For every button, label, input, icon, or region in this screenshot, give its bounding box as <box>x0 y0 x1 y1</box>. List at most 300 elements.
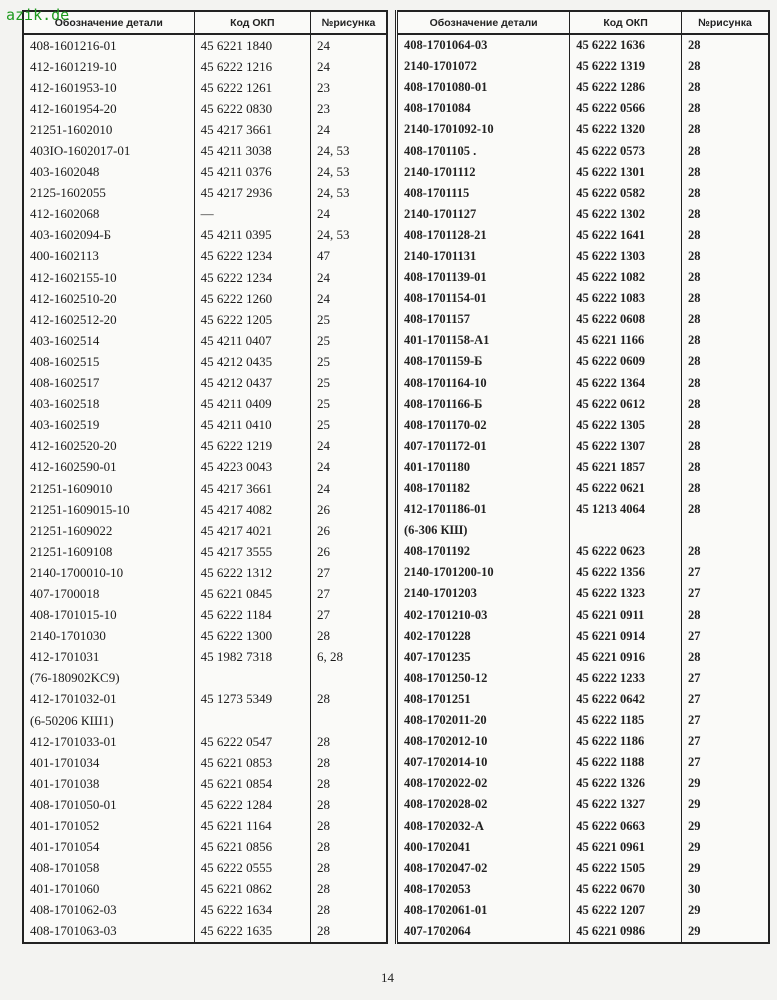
okp-code-cell: 45 6222 0609 <box>570 351 682 372</box>
table-row <box>23 288 387 309</box>
okp-code-cell: 45 6221 0914 <box>570 626 682 647</box>
parts-table-left <box>22 10 388 944</box>
table-row <box>23 56 387 77</box>
figure-number-cell: 28 <box>681 373 769 394</box>
figure-number-cell: 26 <box>311 541 387 562</box>
part-designation-cell: 408-1701128-21 <box>397 225 570 246</box>
figure-number-cell: 28 <box>681 288 769 309</box>
watermark: azik.de <box>6 6 70 24</box>
parts-table-left-body <box>23 34 387 943</box>
figure-number-cell: 28 <box>681 140 769 161</box>
part-designation-cell: 2140-1701200-10 <box>397 562 570 583</box>
table-row <box>397 815 770 836</box>
okp-code-cell: 45 6222 0621 <box>570 478 682 499</box>
okp-code-cell: 45 6221 1840 <box>194 34 310 56</box>
part-designation-cell: 412-1601953-10 <box>23 77 194 98</box>
table-row <box>23 246 387 267</box>
part-designation-cell: 408-1701159-Б <box>397 351 570 372</box>
table-row <box>23 752 387 773</box>
okp-code-cell: 45 6222 0670 <box>570 879 682 900</box>
okp-code-cell: 45 6221 0856 <box>194 837 310 858</box>
table-row <box>397 499 770 520</box>
figure-number-cell: 28 <box>681 309 769 330</box>
header-okp-code: Код ОКП <box>570 11 682 34</box>
part-designation-cell: 408-1701157 <box>397 309 570 330</box>
table-row <box>23 330 387 351</box>
table-row <box>23 457 387 478</box>
figure-number-cell: 28 <box>681 541 769 562</box>
figure-number-cell: 27 <box>681 668 769 689</box>
table-row <box>397 794 770 815</box>
okp-code-cell: 45 6222 1261 <box>194 77 310 98</box>
table-header-row <box>23 11 387 34</box>
okp-code-cell: 45 6222 1207 <box>570 900 682 921</box>
okp-code-cell: 45 6222 1356 <box>570 562 682 583</box>
part-designation-cell: 408-1701058 <box>23 858 194 879</box>
table-row <box>397 668 770 689</box>
part-designation-cell: 402-1701228 <box>397 626 570 647</box>
figure-number-cell: 28 <box>311 689 387 710</box>
okp-code-cell: 45 6222 1083 <box>570 288 682 309</box>
figure-number-cell: 28 <box>311 858 387 879</box>
table-row <box>23 626 387 647</box>
table-row <box>397 351 770 372</box>
table-row <box>23 794 387 815</box>
part-designation-cell: 408-1701015-10 <box>23 605 194 626</box>
part-designation-cell: 408-1701139-01 <box>397 267 570 288</box>
figure-number-cell: 27 <box>311 583 387 604</box>
part-designation-cell: 408-1701080-01 <box>397 77 570 98</box>
figure-number-cell: 28 <box>681 183 769 204</box>
figure-number-cell: 28 <box>311 773 387 794</box>
table-row <box>23 415 387 436</box>
table-row <box>397 183 770 204</box>
okp-code-cell: 45 4211 0395 <box>194 225 310 246</box>
part-designation-cell: 408-1702053 <box>397 879 570 900</box>
okp-code-cell: 45 6221 0862 <box>194 879 310 900</box>
table-row <box>23 541 387 562</box>
figure-number-cell: 28 <box>681 267 769 288</box>
figure-number-cell: 24 <box>311 288 387 309</box>
okp-code-cell: 45 4217 3661 <box>194 119 310 140</box>
parts-table-right-body <box>397 34 770 943</box>
figure-number-cell: 24, 53 <box>311 183 387 204</box>
okp-code-cell: 45 6222 1307 <box>570 436 682 457</box>
figure-number-cell: 28 <box>681 647 769 668</box>
table-row <box>397 710 770 731</box>
figure-number-cell: 28 <box>681 394 769 415</box>
part-designation-cell: 2140-1701072 <box>397 56 570 77</box>
figure-number-cell: 28 <box>681 56 769 77</box>
figure-number-cell: 30 <box>681 879 769 900</box>
figure-number-cell: 28 <box>311 921 387 943</box>
figure-number-cell: 25 <box>311 309 387 330</box>
table-row <box>397 858 770 879</box>
okp-code-cell <box>194 710 310 731</box>
part-designation-cell: 401-1701180 <box>397 457 570 478</box>
figure-number-cell: 28 <box>681 162 769 183</box>
part-designation-cell: 401-1701060 <box>23 879 194 900</box>
part-designation-cell: 402-1701210-03 <box>397 605 570 626</box>
okp-code-cell: 45 6222 1082 <box>570 267 682 288</box>
table-row <box>23 520 387 541</box>
okp-code-cell: 45 6222 1323 <box>570 583 682 604</box>
part-designation-cell: 21251-1609108 <box>23 541 194 562</box>
okp-code-cell: 45 6222 1219 <box>194 436 310 457</box>
figure-number-cell: 24 <box>311 457 387 478</box>
part-designation-cell: 407-1701235 <box>397 647 570 668</box>
header-part-designation: Обозначение детали <box>23 11 194 34</box>
figure-number-cell: 29 <box>681 773 769 794</box>
part-designation-cell: 400-1702041 <box>397 837 570 858</box>
part-designation-cell: (6-50206 КШ1) <box>23 710 194 731</box>
okp-code-cell: 45 4211 0409 <box>194 394 310 415</box>
okp-code-cell: 45 6222 1320 <box>570 119 682 140</box>
part-designation-cell: 401-1701054 <box>23 837 194 858</box>
table-row <box>397 520 770 541</box>
part-designation-cell: 21251-1602010 <box>23 119 194 140</box>
okp-code-cell: 45 6221 1857 <box>570 457 682 478</box>
part-designation-cell: 412-1602590-01 <box>23 457 194 478</box>
table-row <box>397 478 770 499</box>
table-row <box>397 689 770 710</box>
table-row <box>397 56 770 77</box>
figure-number-cell: 47 <box>311 246 387 267</box>
figure-number-cell: 27 <box>681 626 769 647</box>
part-designation-cell: 403-1602094-Б <box>23 225 194 246</box>
table-row <box>23 436 387 457</box>
part-designation-cell: 2140-1700010-10 <box>23 562 194 583</box>
table-row <box>23 858 387 879</box>
okp-code-cell: 45 6222 0623 <box>570 541 682 562</box>
table-row <box>397 752 770 773</box>
table-row <box>397 900 770 921</box>
part-designation-cell: 412-1701186-01 <box>397 499 570 520</box>
okp-code-cell: 45 6222 1305 <box>570 415 682 436</box>
header-part-designation: Обозначение детали <box>397 11 570 34</box>
okp-code-cell: 45 4211 0376 <box>194 162 310 183</box>
part-designation-cell: 408-1702047-02 <box>397 858 570 879</box>
table-row <box>23 921 387 943</box>
okp-code-cell: 45 6221 0961 <box>570 837 682 858</box>
part-designation-cell: 407-1701172-01 <box>397 436 570 457</box>
figure-number-cell: 28 <box>681 351 769 372</box>
figure-number-cell: 23 <box>311 98 387 119</box>
okp-code-cell: 45 6222 0642 <box>570 689 682 710</box>
okp-code-cell: 45 4211 0410 <box>194 415 310 436</box>
figure-number-cell: 24 <box>311 267 387 288</box>
table-row <box>23 647 387 668</box>
table-row <box>397 373 770 394</box>
okp-code-cell: 45 6222 1205 <box>194 309 310 330</box>
part-designation-cell: 412-1701032-01 <box>23 689 194 710</box>
okp-code-cell: 45 4217 3661 <box>194 478 310 499</box>
figure-number-cell: 28 <box>311 731 387 752</box>
part-designation-cell: 403-1602048 <box>23 162 194 183</box>
okp-code-cell: 45 6221 0986 <box>570 921 682 943</box>
table-row <box>397 773 770 794</box>
part-designation-cell: 408-1701250-12 <box>397 668 570 689</box>
figure-number-cell: 24, 53 <box>311 162 387 183</box>
okp-code-cell: 45 4223 0043 <box>194 457 310 478</box>
figure-number-cell: 6, 28 <box>311 647 387 668</box>
okp-code-cell: 45 6222 0663 <box>570 815 682 836</box>
table-row <box>23 162 387 183</box>
figure-number-cell: 28 <box>681 204 769 225</box>
okp-code-cell: 45 6222 1634 <box>194 900 310 921</box>
table-row <box>23 351 387 372</box>
part-designation-cell: 408-1701064-03 <box>397 34 570 56</box>
okp-code-cell: 45 6222 0608 <box>570 309 682 330</box>
okp-code-cell: 45 6221 0916 <box>570 647 682 668</box>
part-designation-cell: 408-1701063-03 <box>23 921 194 943</box>
part-designation-cell: 408-1701164-10 <box>397 373 570 394</box>
parts-table-right <box>395 10 770 944</box>
part-designation-cell: 407-1702064 <box>397 921 570 943</box>
part-designation-cell: 412-1602520-20 <box>23 436 194 457</box>
figure-number-cell: 28 <box>681 415 769 436</box>
part-designation-cell: 2140-1701131 <box>397 246 570 267</box>
figure-number-cell: 24 <box>311 119 387 140</box>
figure-number-cell: 25 <box>311 415 387 436</box>
table-row <box>23 583 387 604</box>
part-designation-cell: 408-1702011-20 <box>397 710 570 731</box>
part-designation-cell: 408-1701084 <box>397 98 570 119</box>
part-designation-cell: 2140-1701203 <box>397 583 570 604</box>
okp-code-cell: 45 6222 0555 <box>194 858 310 879</box>
figure-number-cell: 28 <box>681 330 769 351</box>
okp-code-cell <box>570 520 682 541</box>
table-row <box>23 140 387 161</box>
figure-number-cell: 28 <box>681 605 769 626</box>
table-row <box>397 225 770 246</box>
okp-code-cell: 45 6222 1505 <box>570 858 682 879</box>
table-row <box>397 583 770 604</box>
table-row <box>397 921 770 943</box>
page-number: 14 <box>381 970 394 985</box>
okp-code-cell: 45 6222 1312 <box>194 562 310 583</box>
part-designation-cell: 408-1602515 <box>23 351 194 372</box>
table-row <box>397 309 770 330</box>
part-designation-cell: 2125-1602055 <box>23 183 194 204</box>
figure-number-cell: 25 <box>311 373 387 394</box>
part-designation-cell: 2140-1701030 <box>23 626 194 647</box>
part-designation-cell: 408-1601216-01 <box>23 34 194 56</box>
figure-number-cell: 28 <box>681 225 769 246</box>
okp-code-cell: 45 6222 1188 <box>570 752 682 773</box>
table-row <box>397 415 770 436</box>
figure-number-cell: 28 <box>311 815 387 836</box>
okp-code-cell: 45 6222 1301 <box>570 162 682 183</box>
okp-code-cell: 45 6222 1284 <box>194 794 310 815</box>
okp-code-cell: 45 6222 1260 <box>194 288 310 309</box>
okp-code-cell: 45 6222 1303 <box>570 246 682 267</box>
figure-number-cell: 25 <box>311 330 387 351</box>
part-designation-cell: 21251-1609022 <box>23 520 194 541</box>
table-row <box>23 731 387 752</box>
okp-code-cell: 45 6222 1641 <box>570 225 682 246</box>
okp-code-cell: 45 6222 1286 <box>570 77 682 98</box>
table-row <box>23 879 387 900</box>
part-designation-cell: 407-1702014-10 <box>397 752 570 773</box>
figure-number-cell <box>681 520 769 541</box>
figure-number-cell: 27 <box>681 583 769 604</box>
table-row <box>397 626 770 647</box>
okp-code-cell: 45 6222 1234 <box>194 267 310 288</box>
table-row <box>397 731 770 752</box>
part-designation-cell: 408-1701050-01 <box>23 794 194 815</box>
figure-number-cell: 23 <box>311 77 387 98</box>
figure-number-cell: 28 <box>681 499 769 520</box>
table-row <box>23 394 387 415</box>
part-designation-cell: 400-1602113 <box>23 246 194 267</box>
okp-code-cell: 45 6222 1185 <box>570 710 682 731</box>
table-row <box>397 288 770 309</box>
table-row <box>23 562 387 583</box>
figure-number-cell: 28 <box>681 119 769 140</box>
table-row <box>397 394 770 415</box>
part-designation-cell: 2140-1701127 <box>397 204 570 225</box>
part-designation-cell: 412-1701033-01 <box>23 731 194 752</box>
table-row <box>397 541 770 562</box>
part-designation-cell: 2140-1701112 <box>397 162 570 183</box>
figure-number-cell <box>311 710 387 731</box>
part-designation-cell: 408-1701192 <box>397 541 570 562</box>
okp-code-cell: 45 6222 0566 <box>570 98 682 119</box>
figure-number-cell: 29 <box>681 900 769 921</box>
figure-number-cell: 28 <box>311 879 387 900</box>
table-row <box>397 879 770 900</box>
part-designation-cell: (6-306 КШ) <box>397 520 570 541</box>
part-designation-cell: 403IO-1602017-01 <box>23 140 194 161</box>
figure-number-cell: 29 <box>681 921 769 943</box>
okp-code-cell: 45 6222 0830 <box>194 98 310 119</box>
part-designation-cell: 403-1602519 <box>23 415 194 436</box>
table-row <box>23 119 387 140</box>
part-designation-cell: 2140-1701092-10 <box>397 119 570 140</box>
table-row <box>397 162 770 183</box>
table-row <box>397 436 770 457</box>
okp-code-cell: 45 4211 3038 <box>194 140 310 161</box>
figure-number-cell: 24, 53 <box>311 140 387 161</box>
table-row <box>23 183 387 204</box>
okp-code-cell: 45 6221 1166 <box>570 330 682 351</box>
okp-code-cell: 45 6222 0612 <box>570 394 682 415</box>
okp-code-cell: 45 6222 1319 <box>570 56 682 77</box>
figure-number-cell: 28 <box>681 34 769 56</box>
figure-number-cell: 24 <box>311 478 387 499</box>
okp-code-cell: — <box>194 204 310 225</box>
okp-code-cell: 45 6221 0845 <box>194 583 310 604</box>
figure-number-cell: 28 <box>681 77 769 98</box>
figure-number-cell: 24 <box>311 436 387 457</box>
table-row <box>397 77 770 98</box>
okp-code-cell: 45 6222 0547 <box>194 731 310 752</box>
okp-code-cell: 45 6222 1326 <box>570 773 682 794</box>
part-designation-cell: 408-1701170-02 <box>397 415 570 436</box>
okp-code-cell: 45 4212 0437 <box>194 373 310 394</box>
table-row <box>397 119 770 140</box>
table-row <box>23 309 387 330</box>
okp-code-cell: 45 1273 5349 <box>194 689 310 710</box>
figure-number-cell: 24, 53 <box>311 225 387 246</box>
table-row <box>23 773 387 794</box>
figure-number-cell: 28 <box>311 900 387 921</box>
okp-code-cell: 45 4212 0435 <box>194 351 310 372</box>
figure-number-cell: 26 <box>311 499 387 520</box>
figure-number-cell: 28 <box>311 752 387 773</box>
table-row <box>397 34 770 56</box>
part-designation-cell: 403-1602518 <box>23 394 194 415</box>
part-designation-cell: 408-1702022-02 <box>397 773 570 794</box>
table-row <box>397 204 770 225</box>
table-row <box>397 605 770 626</box>
okp-code-cell: 45 6222 1636 <box>570 34 682 56</box>
figure-number-cell: 27 <box>681 710 769 731</box>
part-designation-cell: 408-1701182 <box>397 478 570 499</box>
okp-code-cell: 45 1982 7318 <box>194 647 310 668</box>
okp-code-cell: 45 6222 1302 <box>570 204 682 225</box>
okp-code-cell: 45 4217 2936 <box>194 183 310 204</box>
figure-number-cell: 24 <box>311 34 387 56</box>
figure-number-cell: 28 <box>681 457 769 478</box>
part-designation-cell: 407-1700018 <box>23 583 194 604</box>
okp-code-cell <box>194 668 310 689</box>
okp-code-cell: 45 6221 1164 <box>194 815 310 836</box>
okp-code-cell: 45 6222 0573 <box>570 140 682 161</box>
part-designation-cell: 408-1702061-01 <box>397 900 570 921</box>
figure-number-cell: 27 <box>681 731 769 752</box>
table-row <box>23 373 387 394</box>
table-row <box>23 225 387 246</box>
table-row <box>397 267 770 288</box>
table-row <box>23 605 387 626</box>
okp-code-cell: 45 6221 0853 <box>194 752 310 773</box>
figure-number-cell: 27 <box>311 562 387 583</box>
okp-code-cell: 45 6222 1364 <box>570 373 682 394</box>
figure-number-cell <box>311 668 387 689</box>
table-row <box>23 34 387 56</box>
table-row <box>397 837 770 858</box>
figure-number-cell: 29 <box>681 815 769 836</box>
figure-number-cell: 27 <box>311 605 387 626</box>
okp-code-cell: 45 4217 4082 <box>194 499 310 520</box>
part-designation-cell: 408-1702012-10 <box>397 731 570 752</box>
part-designation-cell: 408-1702028-02 <box>397 794 570 815</box>
figure-number-cell: 24 <box>311 204 387 225</box>
okp-code-cell: 45 6221 0854 <box>194 773 310 794</box>
header-figure-number: №рисунка <box>681 11 769 34</box>
okp-code-cell: 45 6221 0911 <box>570 605 682 626</box>
table-row <box>23 689 387 710</box>
part-designation-cell: 408-1602517 <box>23 373 194 394</box>
figure-number-cell: 28 <box>681 436 769 457</box>
okp-code-cell: 45 6222 1186 <box>570 731 682 752</box>
table-row <box>23 98 387 119</box>
part-designation-cell: 401-1701038 <box>23 773 194 794</box>
header-figure-number: №рисунка <box>311 11 387 34</box>
part-designation-cell: 412-1701031 <box>23 647 194 668</box>
figure-number-cell: 28 <box>681 246 769 267</box>
okp-code-cell: 45 6222 1216 <box>194 56 310 77</box>
part-designation-cell: 401-1701052 <box>23 815 194 836</box>
part-designation-cell: 412-1602155-10 <box>23 267 194 288</box>
part-designation-cell: 408-1701062-03 <box>23 900 194 921</box>
table-row <box>397 98 770 119</box>
figure-number-cell: 27 <box>681 752 769 773</box>
okp-code-cell: 45 4217 4021 <box>194 520 310 541</box>
table-row <box>397 562 770 583</box>
